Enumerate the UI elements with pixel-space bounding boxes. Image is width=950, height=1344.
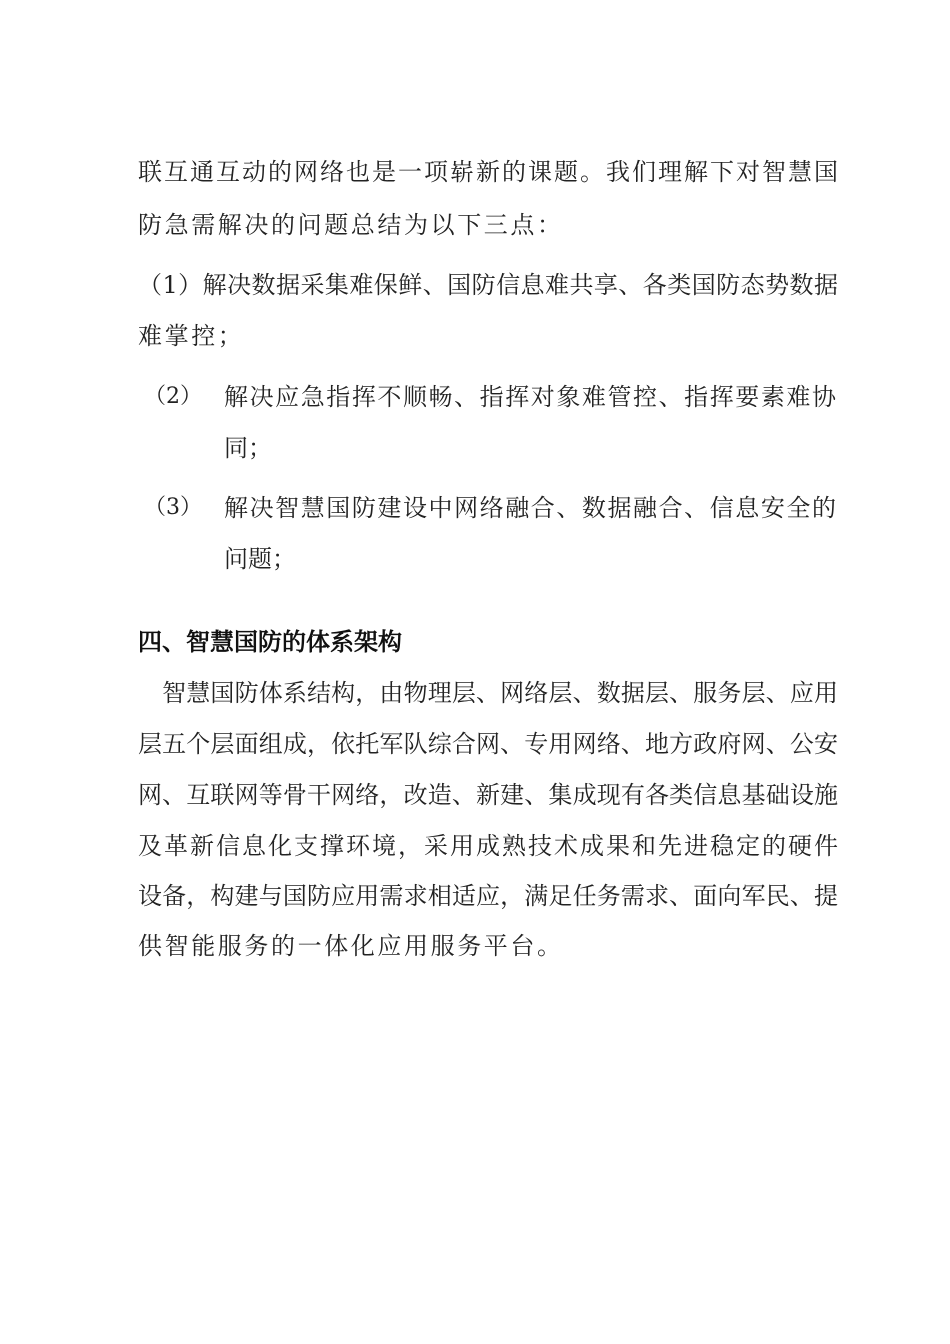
intro-line-2: 防急需解决的问题总结为以下三点： — [138, 211, 564, 239]
section-paragraph-line-2: 层五个层面组成，依托军队综合网、专用网络、地方政府网、公安 — [138, 730, 838, 758]
section-paragraph-line-5: 设备，构建与国防应用需求相适应，满足任务需求、面向军民、提 — [138, 882, 838, 910]
section-paragraph-line-6: 供智能服务的一体化应用服务平台。 — [138, 932, 564, 960]
list-item-1-line-1: （1）解决数据采集难保鲜、国防信息难共享、各类国防态势数据 — [138, 271, 838, 299]
list-item-2-line-2: 同； — [224, 434, 272, 462]
section-heading: 四、智慧国防的体系架构 — [138, 628, 402, 656]
list-item-3-number: （3） — [144, 495, 202, 520]
section-paragraph-line-1: 智慧国防体系结构，由物理层、网络层、数据层、服务层、应用 — [138, 679, 838, 707]
list-item-1-line-2: 难掌控； — [138, 322, 245, 350]
list-item-2-number: （2） — [144, 384, 202, 409]
intro-line-1: 联互通互动的网络也是一项崭新的课题。我们理解下对智慧国 — [138, 158, 838, 186]
list-item-3-line-2: 问题； — [224, 545, 296, 573]
list-item-3-line-1: 解决智慧国防建设中网络融合、数据融合、信息安全的 — [224, 494, 836, 522]
list-item-2-line-1: 解决应急指挥不顺畅、指挥对象难管控、指挥要素难协 — [224, 383, 836, 411]
section-paragraph-line-4: 及革新信息化支撑环境，采用成熟技术成果和先进稳定的硬件 — [138, 832, 838, 860]
section-paragraph-line-3: 网、互联网等骨干网络，改造、新建、集成现有各类信息基础设施 — [138, 781, 838, 809]
